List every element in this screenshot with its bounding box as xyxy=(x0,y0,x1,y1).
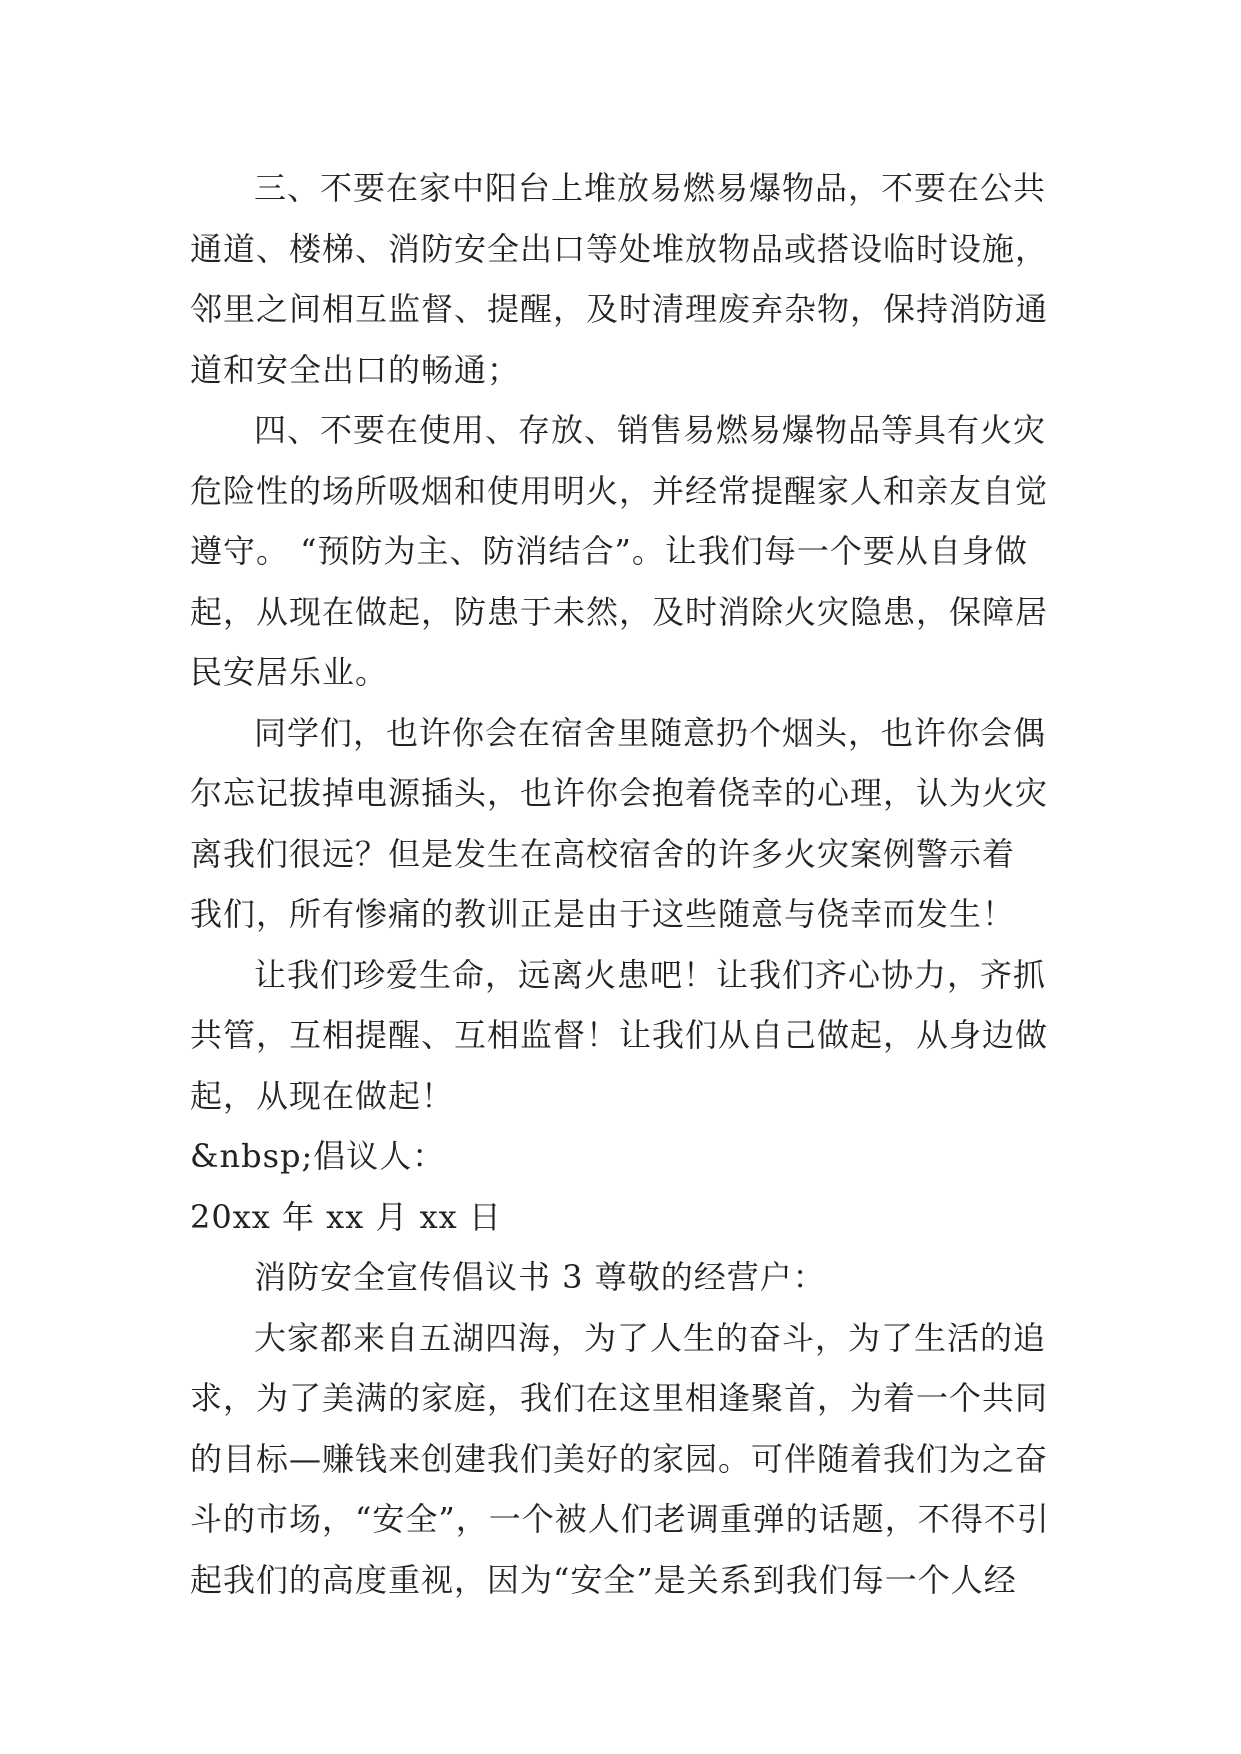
text-line: 道和安全出口的畅通； xyxy=(190,350,521,389)
text-line: 邻里之间相互监督、提醒，及时清理废弃杂物，保持消防通 xyxy=(190,290,1049,328)
date-line: 20xx 年 xx 月 xx 日 xyxy=(190,1197,502,1236)
text-line: 求，为了美满的家庭，我们在这里相逢聚首，为着一个共同 xyxy=(190,1379,1049,1417)
text-line: 起，从现在做起！ xyxy=(190,1076,455,1115)
text-line: 民安居乐业。 xyxy=(190,653,389,691)
text-line: 同学们，也许你会在宿舍里随意扔个烟头，也许你会偶 xyxy=(254,713,1047,752)
text-line: 离我们很远？但是发生在高校宿舍的许多火灾案例警示着 xyxy=(190,834,1016,873)
text-line: 大家都来自五湖四海，为了人生的奋斗，为了生活的追 xyxy=(254,1318,1047,1357)
text-line: 的目标—赚钱来创建我们美好的家园。可伴随着我们为之奋 xyxy=(190,1439,1049,1478)
text-line: 共管，互相提醒、互相监督！让我们从自己做起，从身边做 xyxy=(190,1016,1049,1054)
section-heading: 消防安全宣传倡议书 3 尊敬的经营户： xyxy=(254,1258,826,1296)
signature-label: &nbsp;倡议人： xyxy=(190,1137,446,1175)
text-line: 危险性的场所吸烟和使用明火，并经常提醒家人和亲友自觉 xyxy=(190,471,1049,510)
text-line: 遵守。 “预防为主、防消结合”。让我们每一个要从自身做 xyxy=(190,532,1028,570)
document-body xyxy=(190,158,1050,1610)
text-line: 起我们的高度重视，因为“安全”是关系到我们每一个人经 xyxy=(190,1560,1017,1599)
text-line: 我们，所有惨痛的教训正是由于这些随意与侥幸而发生！ xyxy=(190,895,1016,933)
text-line: 尔忘记拔掉电源插头，也许你会抱着侥幸的心理，认为火灾 xyxy=(190,774,1049,812)
text-line: 让我们珍爱生命，远离火患吧！让我们齐心协力，齐抓 xyxy=(254,955,1047,994)
text-line: 通道、楼梯、消防安全出口等处堆放物品或搭设临时设施， xyxy=(190,229,1049,268)
text-line: 四、不要在使用、存放、销售易燃易爆物品等具有火灾 xyxy=(254,411,1047,449)
text-line: 起，从现在做起，防患于未然，及时消除火灾隐患，保障居 xyxy=(190,592,1049,631)
text-line: 斗的市场，“安全”，一个被人们老调重弹的话题，不得不引 xyxy=(190,1500,1050,1538)
text-line: 三、不要在家中阳台上堆放易燃易爆物品，不要在公共 xyxy=(254,169,1047,207)
